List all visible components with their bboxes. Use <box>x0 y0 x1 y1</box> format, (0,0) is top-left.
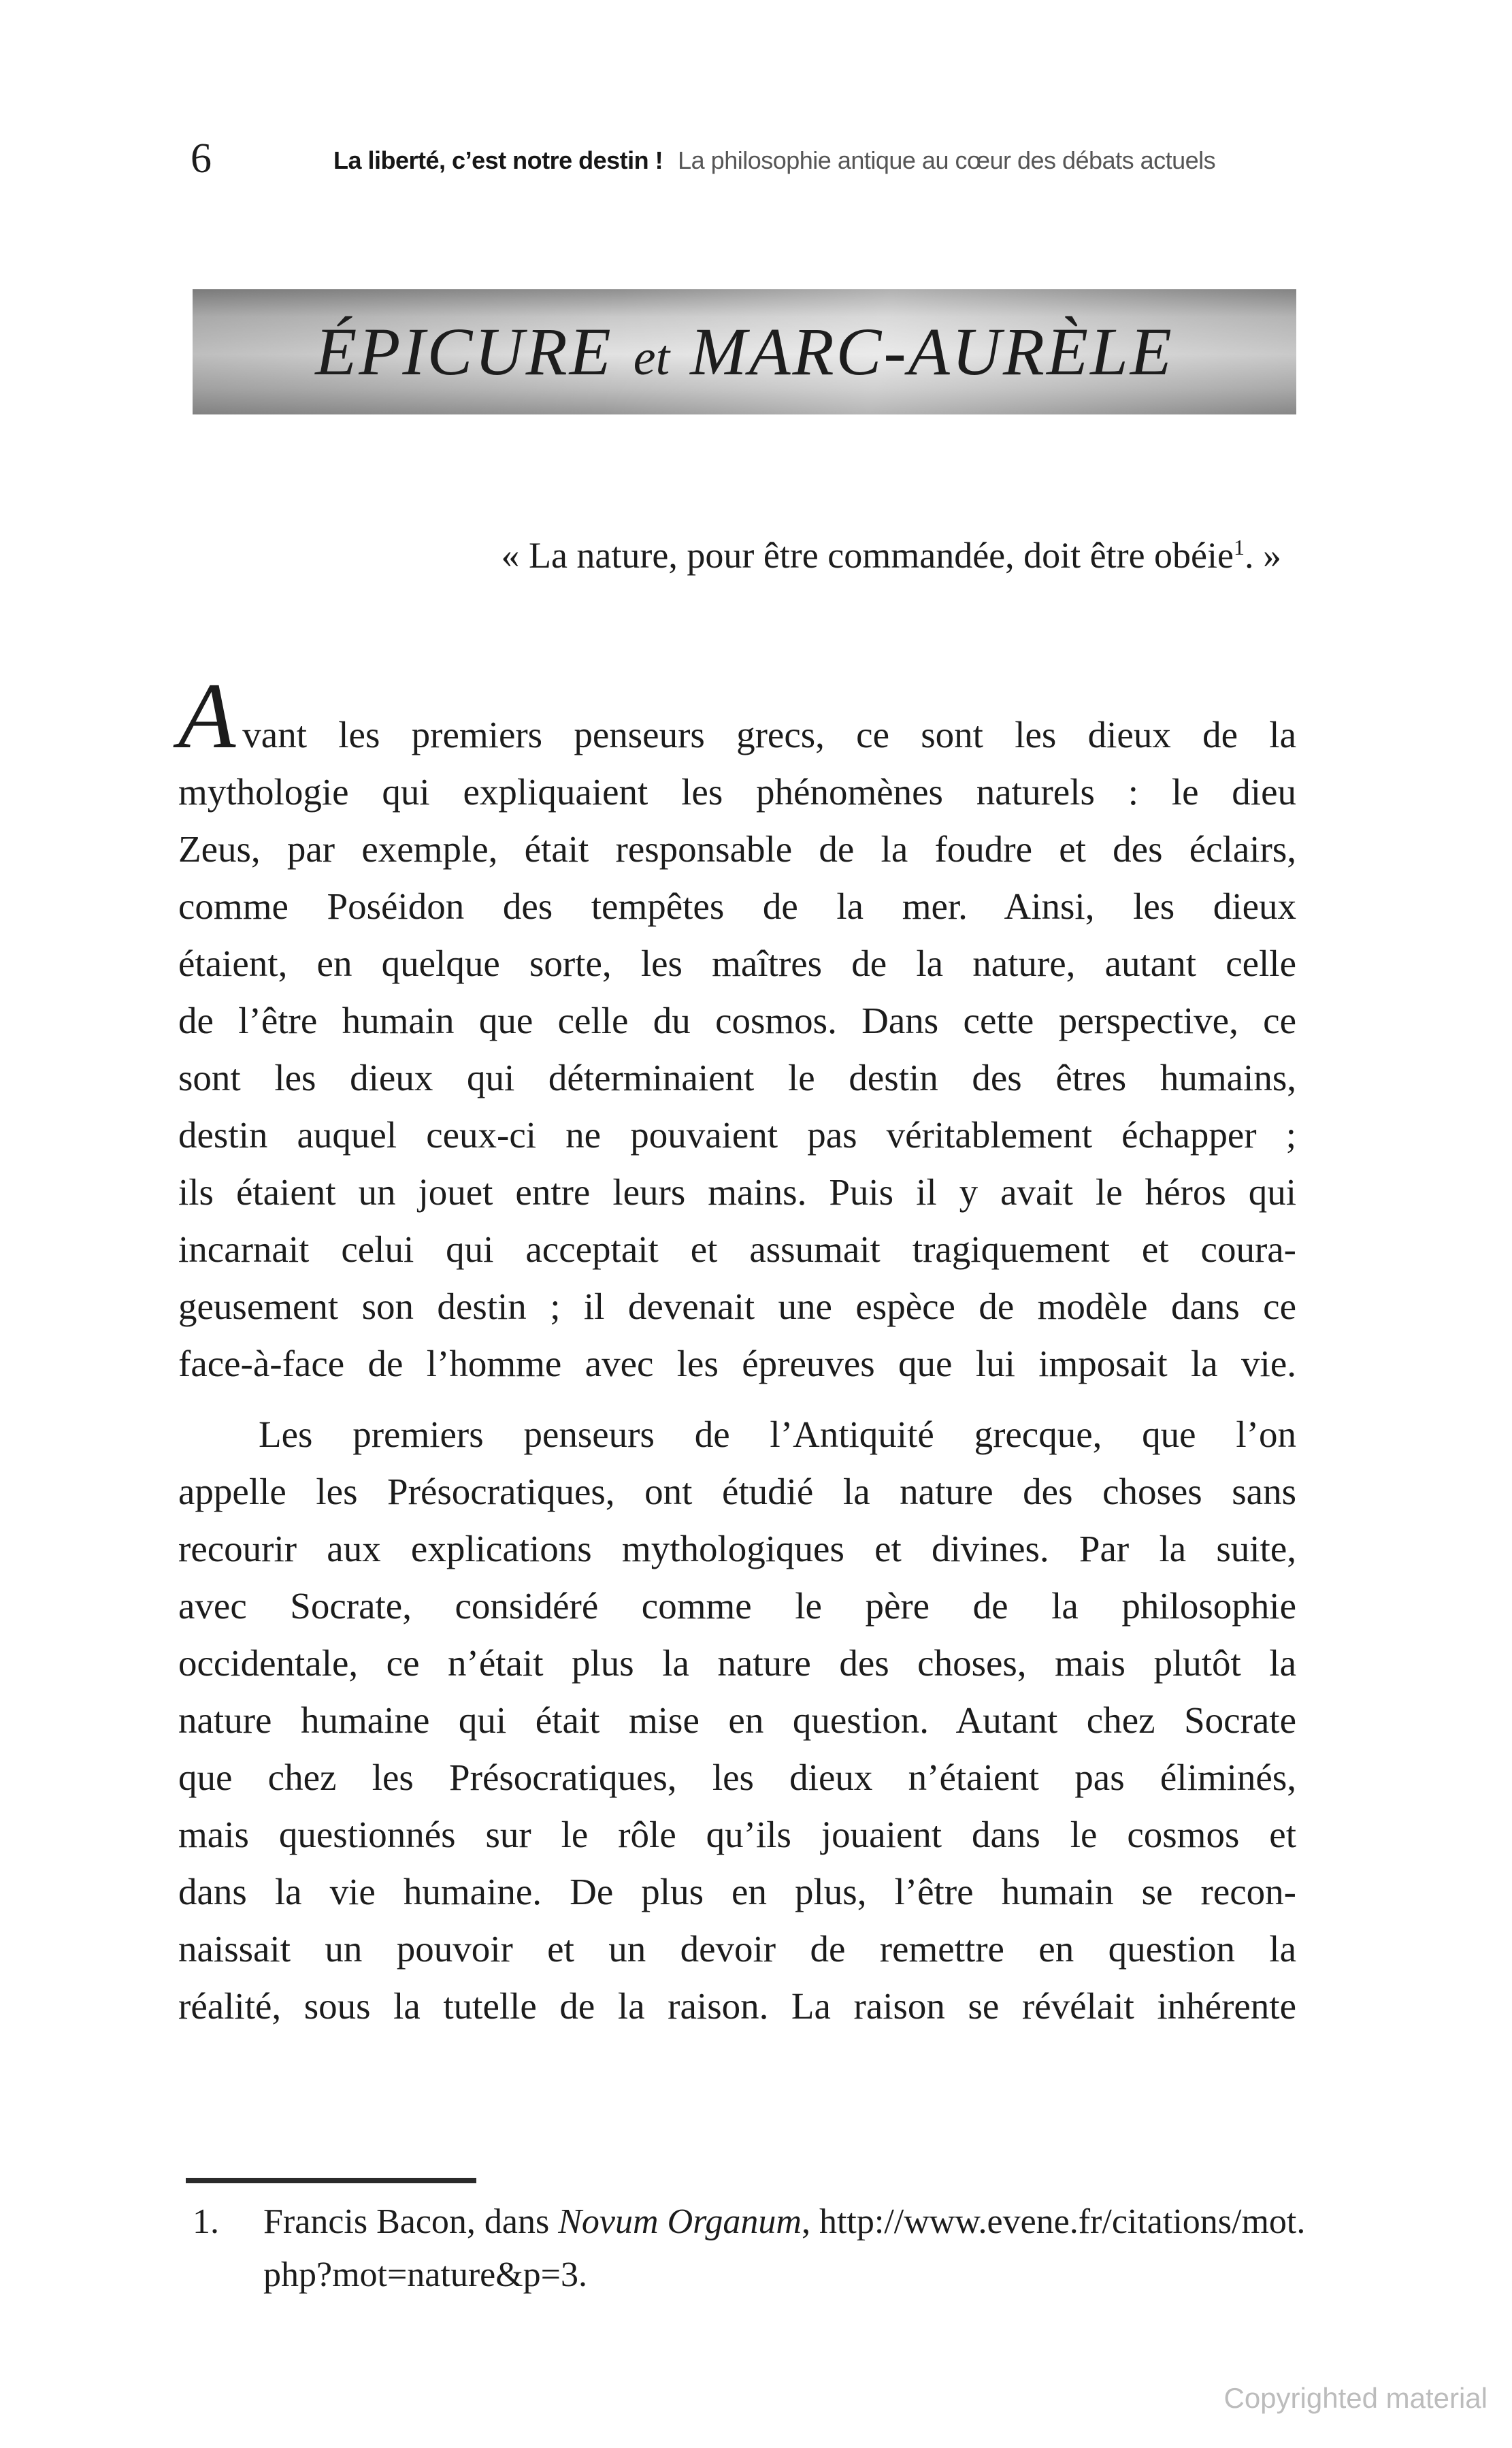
body-line: recourir aux explications mythologiques et divines. Par la suite, <box>178 1528 1296 1569</box>
epigraph <box>501 534 1281 578</box>
body-line: mythologie qui expliquaient les phénomènes naturels : le dieu <box>178 771 1296 813</box>
body-line: occidentale, ce n’était plus la nature des choses, mais plutôt la <box>178 1642 1296 1684</box>
epigraph-note-ref: 1 <box>1234 535 1245 559</box>
chapter-title-main: ÉPICURE <box>315 314 613 389</box>
body-line: comme Poséidon des tempêtes de la mer. Ainsi, les dieux <box>178 885 1296 927</box>
body-line: réalité, sous la tutelle de la raison. La raison se révélait inhérente <box>178 1985 1296 2027</box>
body-line: Zeus, par exemple, était responsable de la foudre et des éclairs, <box>178 828 1296 870</box>
footnote-rule <box>186 2178 476 2183</box>
body-line: face-à-face de l’homme avec les épreuves que lui imposait la vie. <box>178 1343 1296 1384</box>
body-line: appelle les Présocratiques, ont étudié la nature des choses sans <box>178 1471 1296 1512</box>
body-line: ils étaient un jouet entre leurs mains. Puis il y avait le héros qui <box>178 1171 1296 1213</box>
chapter-title-secondary: MARC-AURÈLE <box>690 314 1174 389</box>
running-head-title: La liberté, c’est notre destin ! <box>333 146 663 174</box>
body-line: nature humaine qui était mise en question. Autant chez Socrate <box>178 1699 1296 1741</box>
body-line: geusement son destin ; il devenait une espèce de modèle dans ce <box>178 1286 1296 1327</box>
body-line: Les premiers penseurs de l’Antiquité grecque, que l’on <box>259 1414 1296 1455</box>
body-line: que chez les Présocratiques, les dieux n’étaient pas éliminés, <box>178 1757 1296 1798</box>
chapter-title-connector: et <box>633 330 670 386</box>
running-head-subtitle: La philosophie antique au cœur des débats actuels <box>678 146 1216 174</box>
dropcap-letter: A <box>178 664 236 768</box>
body-line: de l’être humain que celle du cosmos. Dans cette perspective, ce <box>178 1000 1296 1041</box>
watermark-text: Copyrighted material <box>1223 2382 1488 2414</box>
body-line: avec Socrate, considéré comme le père de la philosophie <box>178 1585 1296 1627</box>
body-line: mais questionnés sur le rôle qu’ils jouaient dans le cosmos et <box>178 1814 1296 1855</box>
body-line: dans la vie humaine. De plus en plus, l’être humain se recon- <box>178 1871 1296 1912</box>
footnote-marker: 1. <box>193 2202 219 2241</box>
epigraph-suffix: . » <box>1245 535 1281 576</box>
paragraph <box>178 1406 1296 2035</box>
body-line: étaient, en quelque sorte, les maîtres de la nature, autant celle <box>178 943 1296 984</box>
footnote-lines <box>263 2196 1309 2302</box>
body-line: sont les dieux qui déterminaient le destin des êtres humains, <box>178 1057 1296 1098</box>
epigraph-text: « La nature, pour être commandée, doit être obéie <box>501 535 1234 576</box>
body-line: naissait un pouvoir et un devoir de remettre en question la <box>178 1928 1296 1970</box>
running-head <box>333 148 1215 173</box>
page-number: 6 <box>191 135 212 182</box>
footnote-line: Francis Bacon, dans Novum Organum, http://www.evene.fr/citations/mot. <box>263 2202 1306 2241</box>
chapter-banner <box>193 289 1296 414</box>
chapter-title <box>315 314 1174 389</box>
footnote-line: php?mot=nature&p=3. <box>263 2255 587 2294</box>
paragraph <box>178 664 1296 1392</box>
body-line: Avant les premiers penseurs grecs, ce sont les dieux de la <box>178 664 1296 768</box>
footnote <box>193 2196 1309 2302</box>
body-line: incarnait celui qui acceptait et assumait tragiquement et coura- <box>178 1228 1296 1270</box>
body-line: destin auquel ceux-ci ne pouvaient pas véritablement échapper ; <box>178 1114 1296 1156</box>
body-text <box>178 664 1296 2035</box>
